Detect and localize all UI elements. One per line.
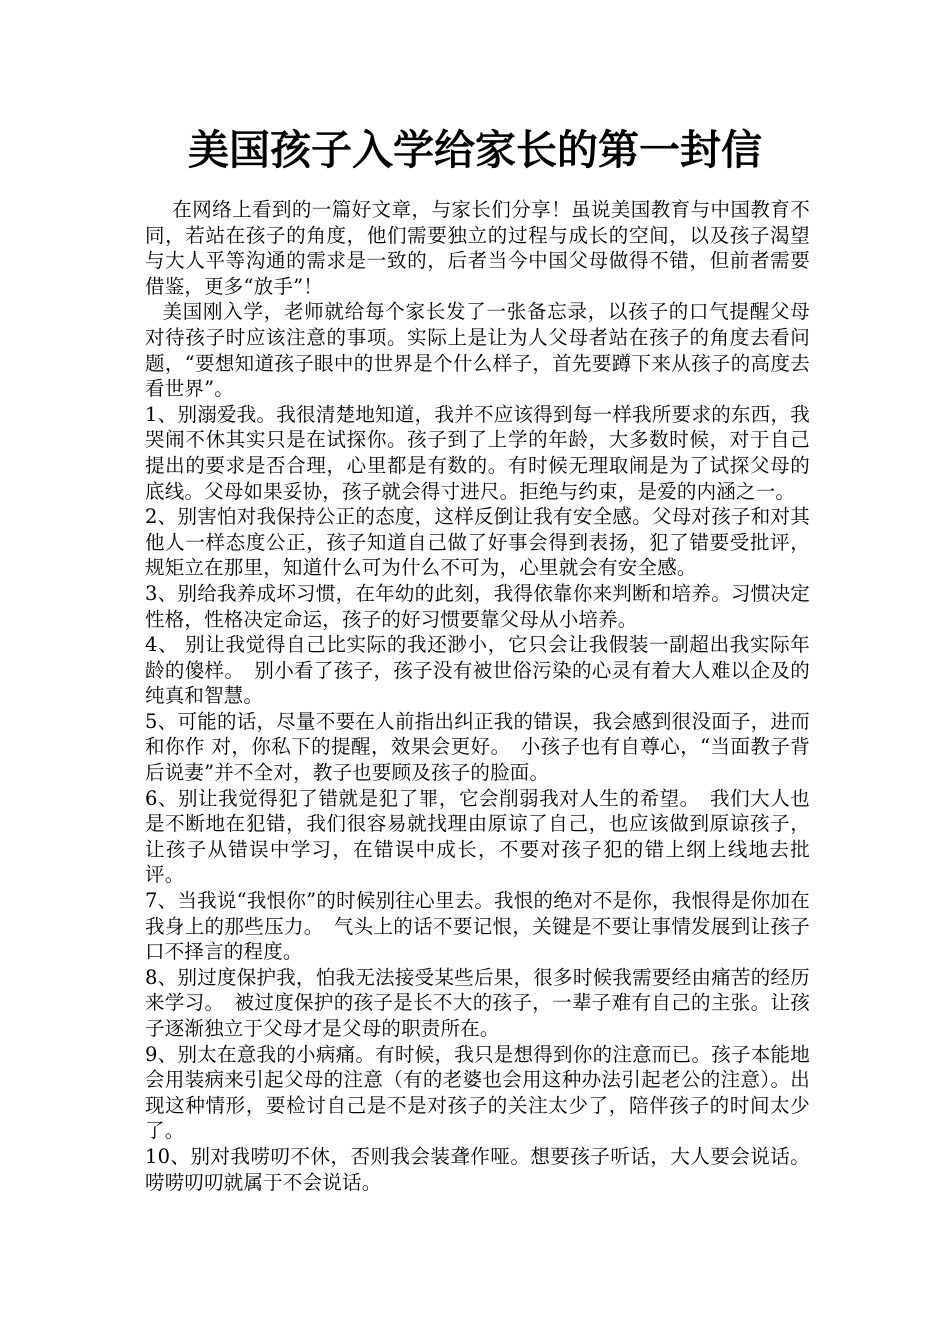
point-paragraph-6: 6、别让我觉得犯了错就是犯了罪，它会削弱我对人生的希望。 我们大人也是不断地在犯错，我们很容易就找理由原谅了自己，也应该做到原谅孩子，让孩子从错误中学习，在错误中成长，不要对孩子犯的错上纲上线地去批评。: [145, 786, 810, 887]
point-paragraph-3: 3、别给我养成坏习惯，在年幼的此刻，我得依靠你来判断和培养。习惯决定性格，性格决定命运，孩子的好习惯要靠父母从小培养。: [145, 581, 810, 631]
intro-paragraph: 在网络上看到的一篇好文章，与家长们分享！虽说美国教育与中国教育不同，若站在孩子的角度，他们需要独立的过程与成长的空间，以及孩子渴望与大人平等沟通的需求是一致的，后者当今中国父母做得不错，但前者需要借鉴，更多“放手”！: [145, 198, 810, 298]
point-paragraph-5: 5、可能的话，尽量不要在人前指出纠正我的错误，我会感到很没面子，进而和你作 对，你私下的提醒，效果会更好。 小孩子也有自尊心，“当面教子背后说妻”并不全对，教子也要顾及孩子的脸面。: [145, 709, 810, 785]
point-paragraph-8: 8、别过度保护我，怕我无法接受某些后果，很多时候我需要经由痛苦的经历来学习。 被过度保护的孩子是长不大的孩子，一辈子难有自己的主张。让孩子逐渐独立于父母才是父母的职责所在。: [145, 965, 810, 1040]
point-paragraph-9: 9、别太在意我的小病痛。有时候，我只是想得到你的注意而已。孩子本能地会用装病来引起父母的注意（有的老婆也会用这种办法引起老公的注意）。出现这种情形，要检讨自己是不是对孩子的关注太少了，陪伴孩子的时间太少了。: [145, 1042, 810, 1143]
document-body: [145, 197, 810, 1195]
point-paragraph-7: 7、当我说“我恨你”的时候别往心里去。我恨的绝对不是你，我恨得是你加在我身上的那些压力。 气头上的话不要记恨，关键是不要让事情发展到让孩子口不择言的程度。: [145, 889, 810, 964]
point-paragraph-4: 4、 别让我觉得自己比实际的我还渺小，它只会让我假装一副超出我实际年龄的傻样。 别小看了孩子，孩子没有被世俗污染的心灵有着大人难以企及的纯真和智慧。: [145, 633, 810, 708]
context-paragraph: 美国刚入学，老师就给每个家长发了一张备忘录，以孩子的口气提醒父母对待孩子时应该注意的事项。实际上是让为人父母者站在孩子的角度去看问题，“要想知道孩子眼中的世界是个什么样子，首先要蹲下来从孩子的高度去看世界”。: [145, 300, 810, 401]
document-title: 美国孩子入学给家长的第一封信: [188, 126, 762, 174]
point-paragraph-2: 2、别害怕对我保持公正的态度，这样反倒让我有安全感。父母对孩子和对其他人一样态度公正，孩子知道自己做了好事会得到表扬，犯了错要受批评，规矩立在那里，知道什么可为什么不可为，心里就会有安全感。: [145, 505, 810, 580]
point-paragraph-1: 1、别溺爱我。我很清楚地知道，我并不应该得到每一样我所要求的东西，我哭闹不休其实只是在试探你。孩子到了上学的年龄，大多数时候，对于自己提出的要求是否合理，心里都是有数的。有时候无理取闹是为了试探父母的底线。父母如果妥协，孩子就会得寸进尺。拒绝与约束，是爱的内涵之一。: [145, 402, 810, 503]
point-paragraph-10: 10、别对我唠叨不休，否则我会装聋作哑。想要孩子听话，大人要会说话。唠唠叨叨就属于不会说话。: [145, 1144, 810, 1194]
